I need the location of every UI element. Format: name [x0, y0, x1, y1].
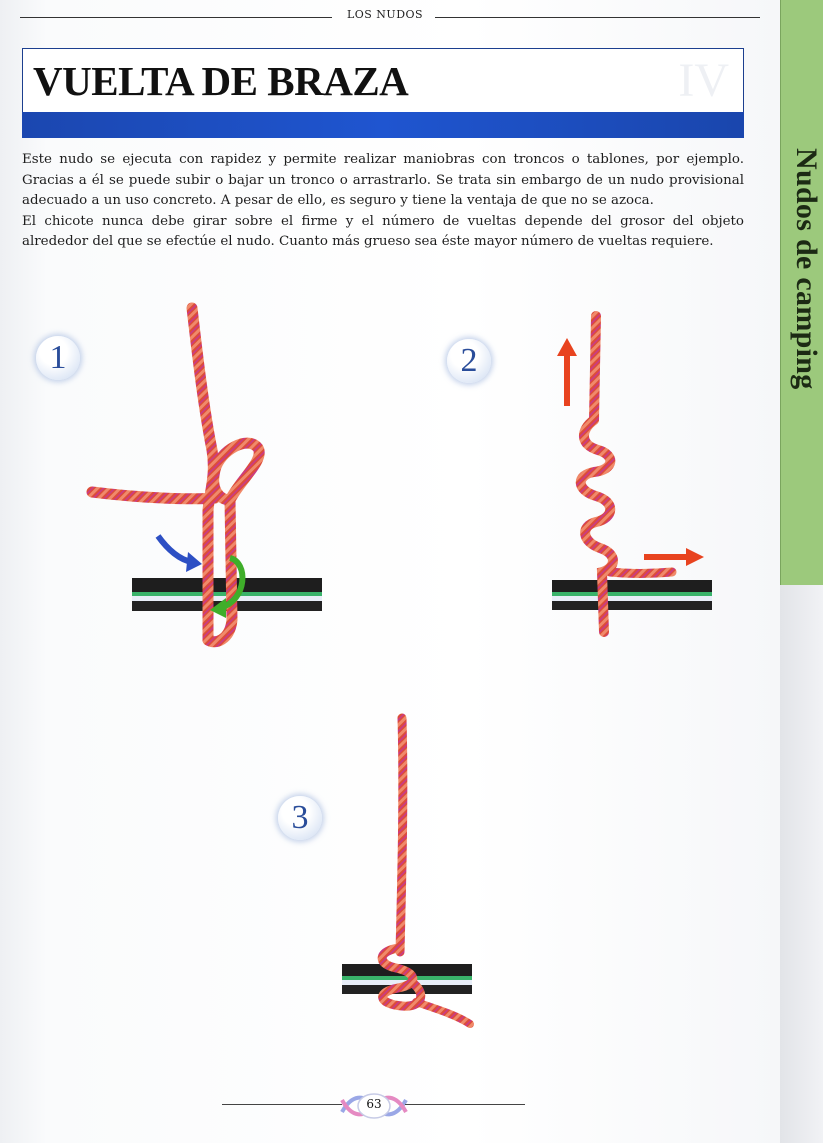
step-1-badge: 1	[36, 336, 80, 380]
rope-working-end	[92, 492, 215, 499]
body-paragraph-1: Este nudo se ejecuta con rapidez y permite realizar maniobras con troncos o tablones, por ejemplo. Gracias a él se puede subir o bajar un tronco o arrastrarlo. Se trata sin embargo de un nudo provisional adecuado a un uso concreto. A pesar de ello, es seguro y tiene la ventaja de que no se azoca.	[22, 152, 744, 208]
red-arrow-up-icon	[564, 354, 570, 406]
running-head-rule-left	[20, 17, 332, 18]
page-number: 63	[366, 1097, 382, 1111]
red-arrowhead-up-icon	[557, 338, 577, 356]
red-arrow-right-icon	[644, 554, 688, 560]
body-text	[22, 150, 744, 253]
side-tab-label: Nudos de camping	[790, 148, 823, 390]
chapter-watermark: IV	[678, 54, 729, 107]
title-box	[22, 48, 744, 114]
step-3-badge: 3	[278, 796, 322, 840]
rope-standing-part	[594, 316, 596, 420]
running-head-rule-right	[435, 17, 760, 18]
rope-tail	[610, 572, 672, 574]
running-head	[20, 6, 760, 26]
blue-arrow-icon	[158, 536, 192, 562]
footer-rule-left	[222, 1104, 342, 1105]
rope-tail	[416, 1002, 470, 1024]
step-2-badge: 2	[447, 339, 491, 383]
page-footer	[0, 1078, 780, 1128]
running-head-label: LOS NUDOS	[346, 8, 424, 21]
body-paragraph-2: El chicote nunca debe girar sobre el firme y el número de vueltas depende del grosor del objeto alrededor del que se efectúe el nudo. Cuanto más grueso sea éste mayor número de vueltas requiere.	[22, 213, 744, 249]
page-title: VUELTA DE BRAZA	[33, 58, 409, 104]
blue-arrowhead-icon	[186, 552, 202, 572]
red-arrowhead-right-icon	[686, 548, 704, 566]
section-side-tab	[780, 0, 823, 585]
footer-rule-right	[405, 1104, 525, 1105]
page-edge-strip	[780, 585, 823, 1143]
step-1-illustration	[80, 300, 340, 650]
title-accent-bar	[22, 112, 744, 138]
step-3-illustration	[330, 712, 480, 1032]
step-2-illustration	[540, 310, 720, 650]
rope-standing-part	[400, 718, 403, 952]
log-bar	[552, 580, 712, 610]
